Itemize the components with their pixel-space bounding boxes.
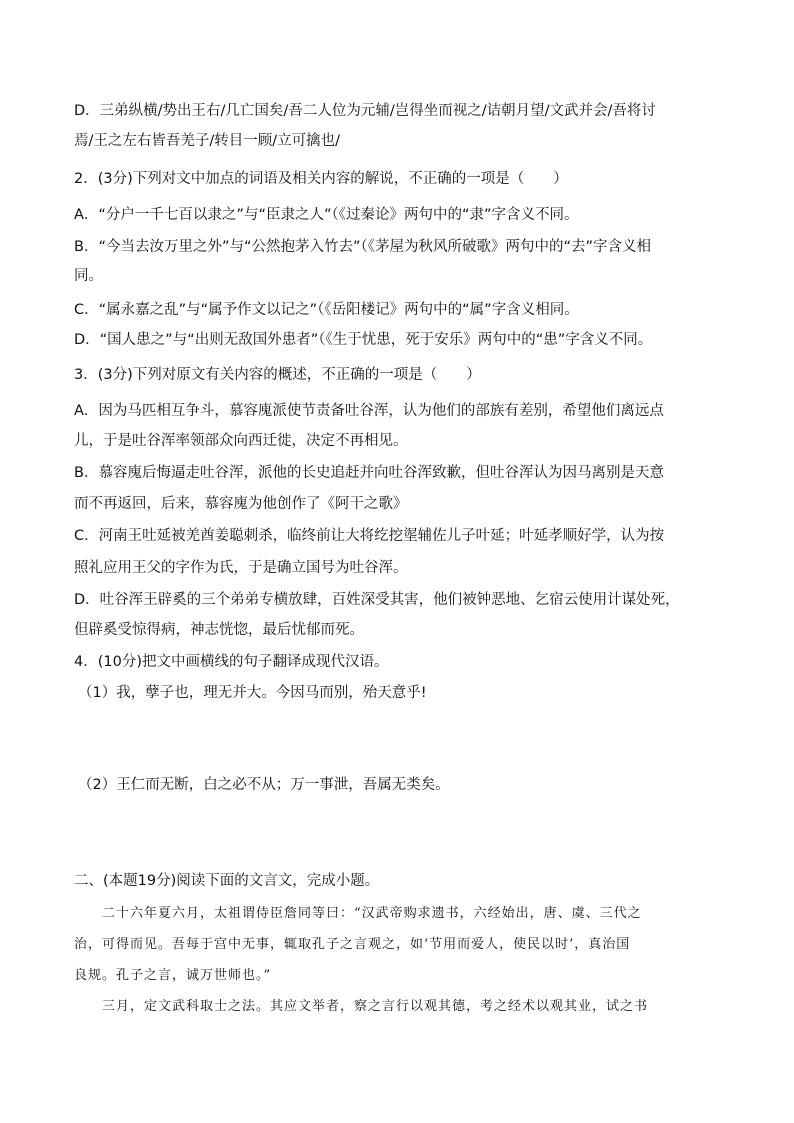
passage-para-1-line-2: 治，可得而见。吾每于宫中无事，辄取孔子之言观之，如‘节用而爱人，使民以时’，真治国 — [74, 937, 631, 952]
question-2-option-b-line-1: B．“今当去汝万里之外”与“公然抱茅入竹去”（《茅屋为秋风所破歌》两句中的“去”字含义相 — [74, 239, 652, 255]
option-d-line-1: D．三弟纵横/势出王右/几亡国矣/吾二人位为元辅/岂得坐而视之/诘朝月望/文武并会/吾将讨 — [74, 103, 656, 119]
question-2-stem: 2．(3分)下列对文中加点的词语及相关内容的解说，不正确的一项是（ ） — [74, 171, 568, 187]
question-3-option-d-line-1: D．吐谷浑王辟奚的三个弟弟专横放肆，百姓深受其害，他们被钟恶地、乞宿云使用计谋处死， — [74, 592, 680, 608]
question-4-stem: 4．(10分)把文中画横线的句子翻译成现代汉语。 — [74, 654, 389, 670]
option-d-line-2: 焉/王之左右皆吾羌子/转目一顾/立可擒也/ — [74, 133, 341, 149]
section-2-heading: 二、(本题19分)阅读下面的文言文，完成小题。 — [74, 873, 380, 889]
question-3-option-a-line-1: A．因为马匹相互争斗，慕容廆派使节责备吐谷浑，认为他们的部族有差别，希望他们离远点 — [74, 403, 664, 419]
passage-para-2-line-1: 三月，定文武科取士之法。其应文举者，察之言行以观其德，考之经术以观其业，试之书 — [102, 999, 649, 1014]
question-2-option-a: A．“分户一千七百以隶之”与“臣隶之人”（《过秦论》两句中的“隶”字含义不同。 — [74, 207, 579, 223]
passage-para-1-line-1: 二十六年夏六月，太祖谓侍臣詹同等曰：“汉武帝购求遗书，六经始出，唐、虞、三代之 — [102, 906, 642, 921]
question-2-option-d: D．“国人患之”与“出则无敌国外患者”（《生于忧患，死于安乐》两句中的“患”字含义不同。 — [74, 332, 653, 348]
passage-para-1-line-3: 良规。孔子之言，诚万世师也。” — [74, 968, 272, 983]
question-3-option-a-line-2: 儿，于是吐谷浑率领部众向西迁徙，决定不再相见。 — [74, 433, 408, 449]
question-4-item-2: （2）王仁而无断，白之必不从；万一事泄，吾属无类矣。 — [78, 777, 450, 793]
question-3-option-c-line-1: C．河南王吐延被羌酋姜聪刺杀，临终前让大将纥挖埿辅佐儿子叶延；叶延孝顺好学，认为按 — [74, 528, 665, 544]
question-3-option-b-line-2: 而不再返回，后来，慕容廆为他创作了《阿干之歌》 — [74, 496, 408, 512]
question-2-option-b-line-2: 同。 — [74, 268, 103, 284]
question-4-item-1: （1）我，孽子也，理无并大。今因马而别，殆天意乎! — [78, 685, 427, 701]
question-2-option-c: C．“属永嘉之乱”与“属予作文以记之”（《岳阳楼记》两句中的“属”字含义相同。 — [74, 302, 579, 318]
question-3-stem: 3．(3分)下列对原文有关内容的概述，不正确的一项是（ ） — [74, 367, 481, 383]
question-3-option-b-line-1: B．慕容廆后悔逼走吐谷浑，派他的长史追赶并向吐谷浑致歉，但吐谷浑认为因马离别是天意 — [74, 465, 664, 481]
question-3-option-c-line-2: 照礼应用王父的字作为氏，于是确立国号为吐谷浑。 — [74, 560, 408, 576]
question-3-option-d-line-2: 但辟奚受惊得病，神志恍惚，最后忧郁而死。 — [74, 622, 364, 638]
